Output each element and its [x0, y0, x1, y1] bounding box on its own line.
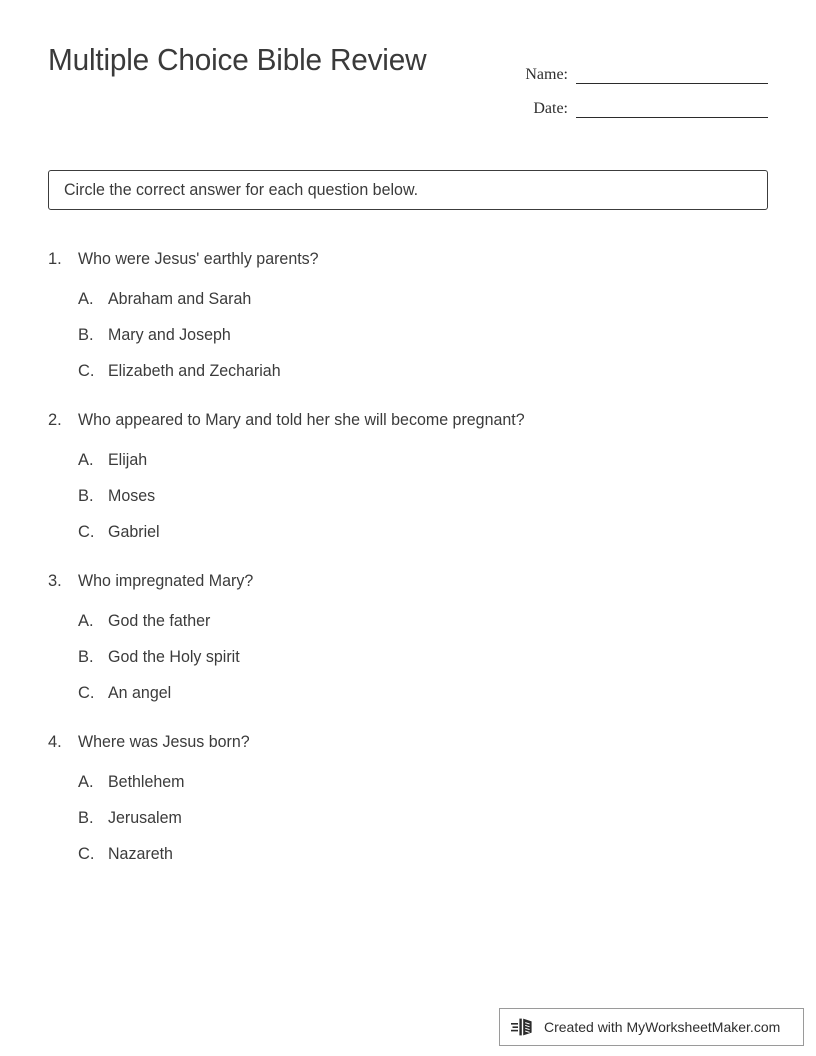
date-label: Date:	[533, 100, 568, 117]
option-letter: B.	[78, 326, 94, 344]
answer-option[interactable]	[78, 324, 778, 346]
option-letter: A.	[78, 612, 94, 630]
option-letter: C.	[78, 362, 95, 380]
instructions-box	[48, 170, 768, 210]
option-text: Moses	[108, 487, 156, 505]
option-text: Elijah	[108, 451, 148, 469]
answer-option[interactable]	[78, 807, 778, 829]
question-text: Where was Jesus born?	[78, 733, 250, 751]
name-input-line[interactable]	[576, 64, 768, 84]
option-letter: A.	[78, 451, 94, 469]
option-letter: C.	[78, 684, 95, 702]
option-text: Elizabeth and Zechariah	[108, 362, 281, 380]
question-text: Who impregnated Mary?	[78, 572, 254, 590]
answer-option[interactable]	[78, 771, 778, 793]
option-text: God the father	[108, 612, 211, 630]
answer-option[interactable]	[78, 646, 778, 668]
option-letter: A.	[78, 290, 94, 308]
name-date-fields	[512, 50, 768, 118]
option-letter: C.	[78, 523, 95, 541]
date-input-line[interactable]	[576, 98, 768, 118]
question-number: 4.	[48, 733, 62, 751]
option-text: God the Holy spirit	[108, 648, 240, 666]
answer-option[interactable]	[78, 843, 778, 865]
option-letter: B.	[78, 809, 94, 827]
answer-option[interactable]	[78, 485, 778, 507]
option-text: Jerusalem	[108, 809, 182, 827]
worksheet-header	[48, 40, 768, 120]
option-text: An angel	[108, 684, 172, 702]
question-block	[48, 409, 778, 543]
option-letter: A.	[78, 773, 94, 791]
question-line	[48, 731, 778, 753]
answer-option[interactable]	[78, 449, 778, 471]
name-row	[512, 50, 768, 84]
question-text: Who were Jesus' earthly parents?	[78, 250, 319, 268]
option-text: Bethlehem	[108, 773, 185, 791]
option-text: Mary and Joseph	[108, 326, 231, 344]
question-block	[48, 248, 778, 382]
footer-badge[interactable]	[499, 1008, 804, 1046]
question-number: 1.	[48, 250, 62, 268]
question-block	[48, 570, 778, 704]
answer-option[interactable]	[78, 610, 778, 632]
option-text: Nazareth	[108, 845, 173, 863]
name-label: Name:	[525, 66, 568, 83]
question-text: Who appeared to Mary and told her she will become pregnant?	[78, 411, 525, 429]
option-letter: B.	[78, 648, 94, 666]
option-text: Gabriel	[108, 523, 160, 541]
question-number: 3.	[48, 572, 62, 590]
answer-option[interactable]	[78, 521, 778, 543]
date-row	[512, 84, 768, 118]
option-letter: B.	[78, 487, 94, 505]
question-block	[48, 731, 778, 865]
page-title: Multiple Choice Bible Review	[48, 42, 427, 77]
footer-text: Created with MyWorksheetMaker.com	[544, 1019, 781, 1035]
question-line	[48, 409, 778, 431]
answer-option[interactable]	[78, 360, 778, 382]
option-letter: C.	[78, 845, 95, 863]
question-number: 2.	[48, 411, 62, 429]
answer-option[interactable]	[78, 682, 778, 704]
option-text: Abraham and Sarah	[108, 290, 252, 308]
answer-option[interactable]	[78, 288, 778, 310]
worksheet-maker-logo-icon	[511, 1016, 537, 1038]
question-line	[48, 570, 778, 592]
question-line	[48, 248, 778, 270]
instructions-text: Circle the correct answer for each question below.	[64, 181, 419, 199]
questions-list	[48, 248, 778, 892]
